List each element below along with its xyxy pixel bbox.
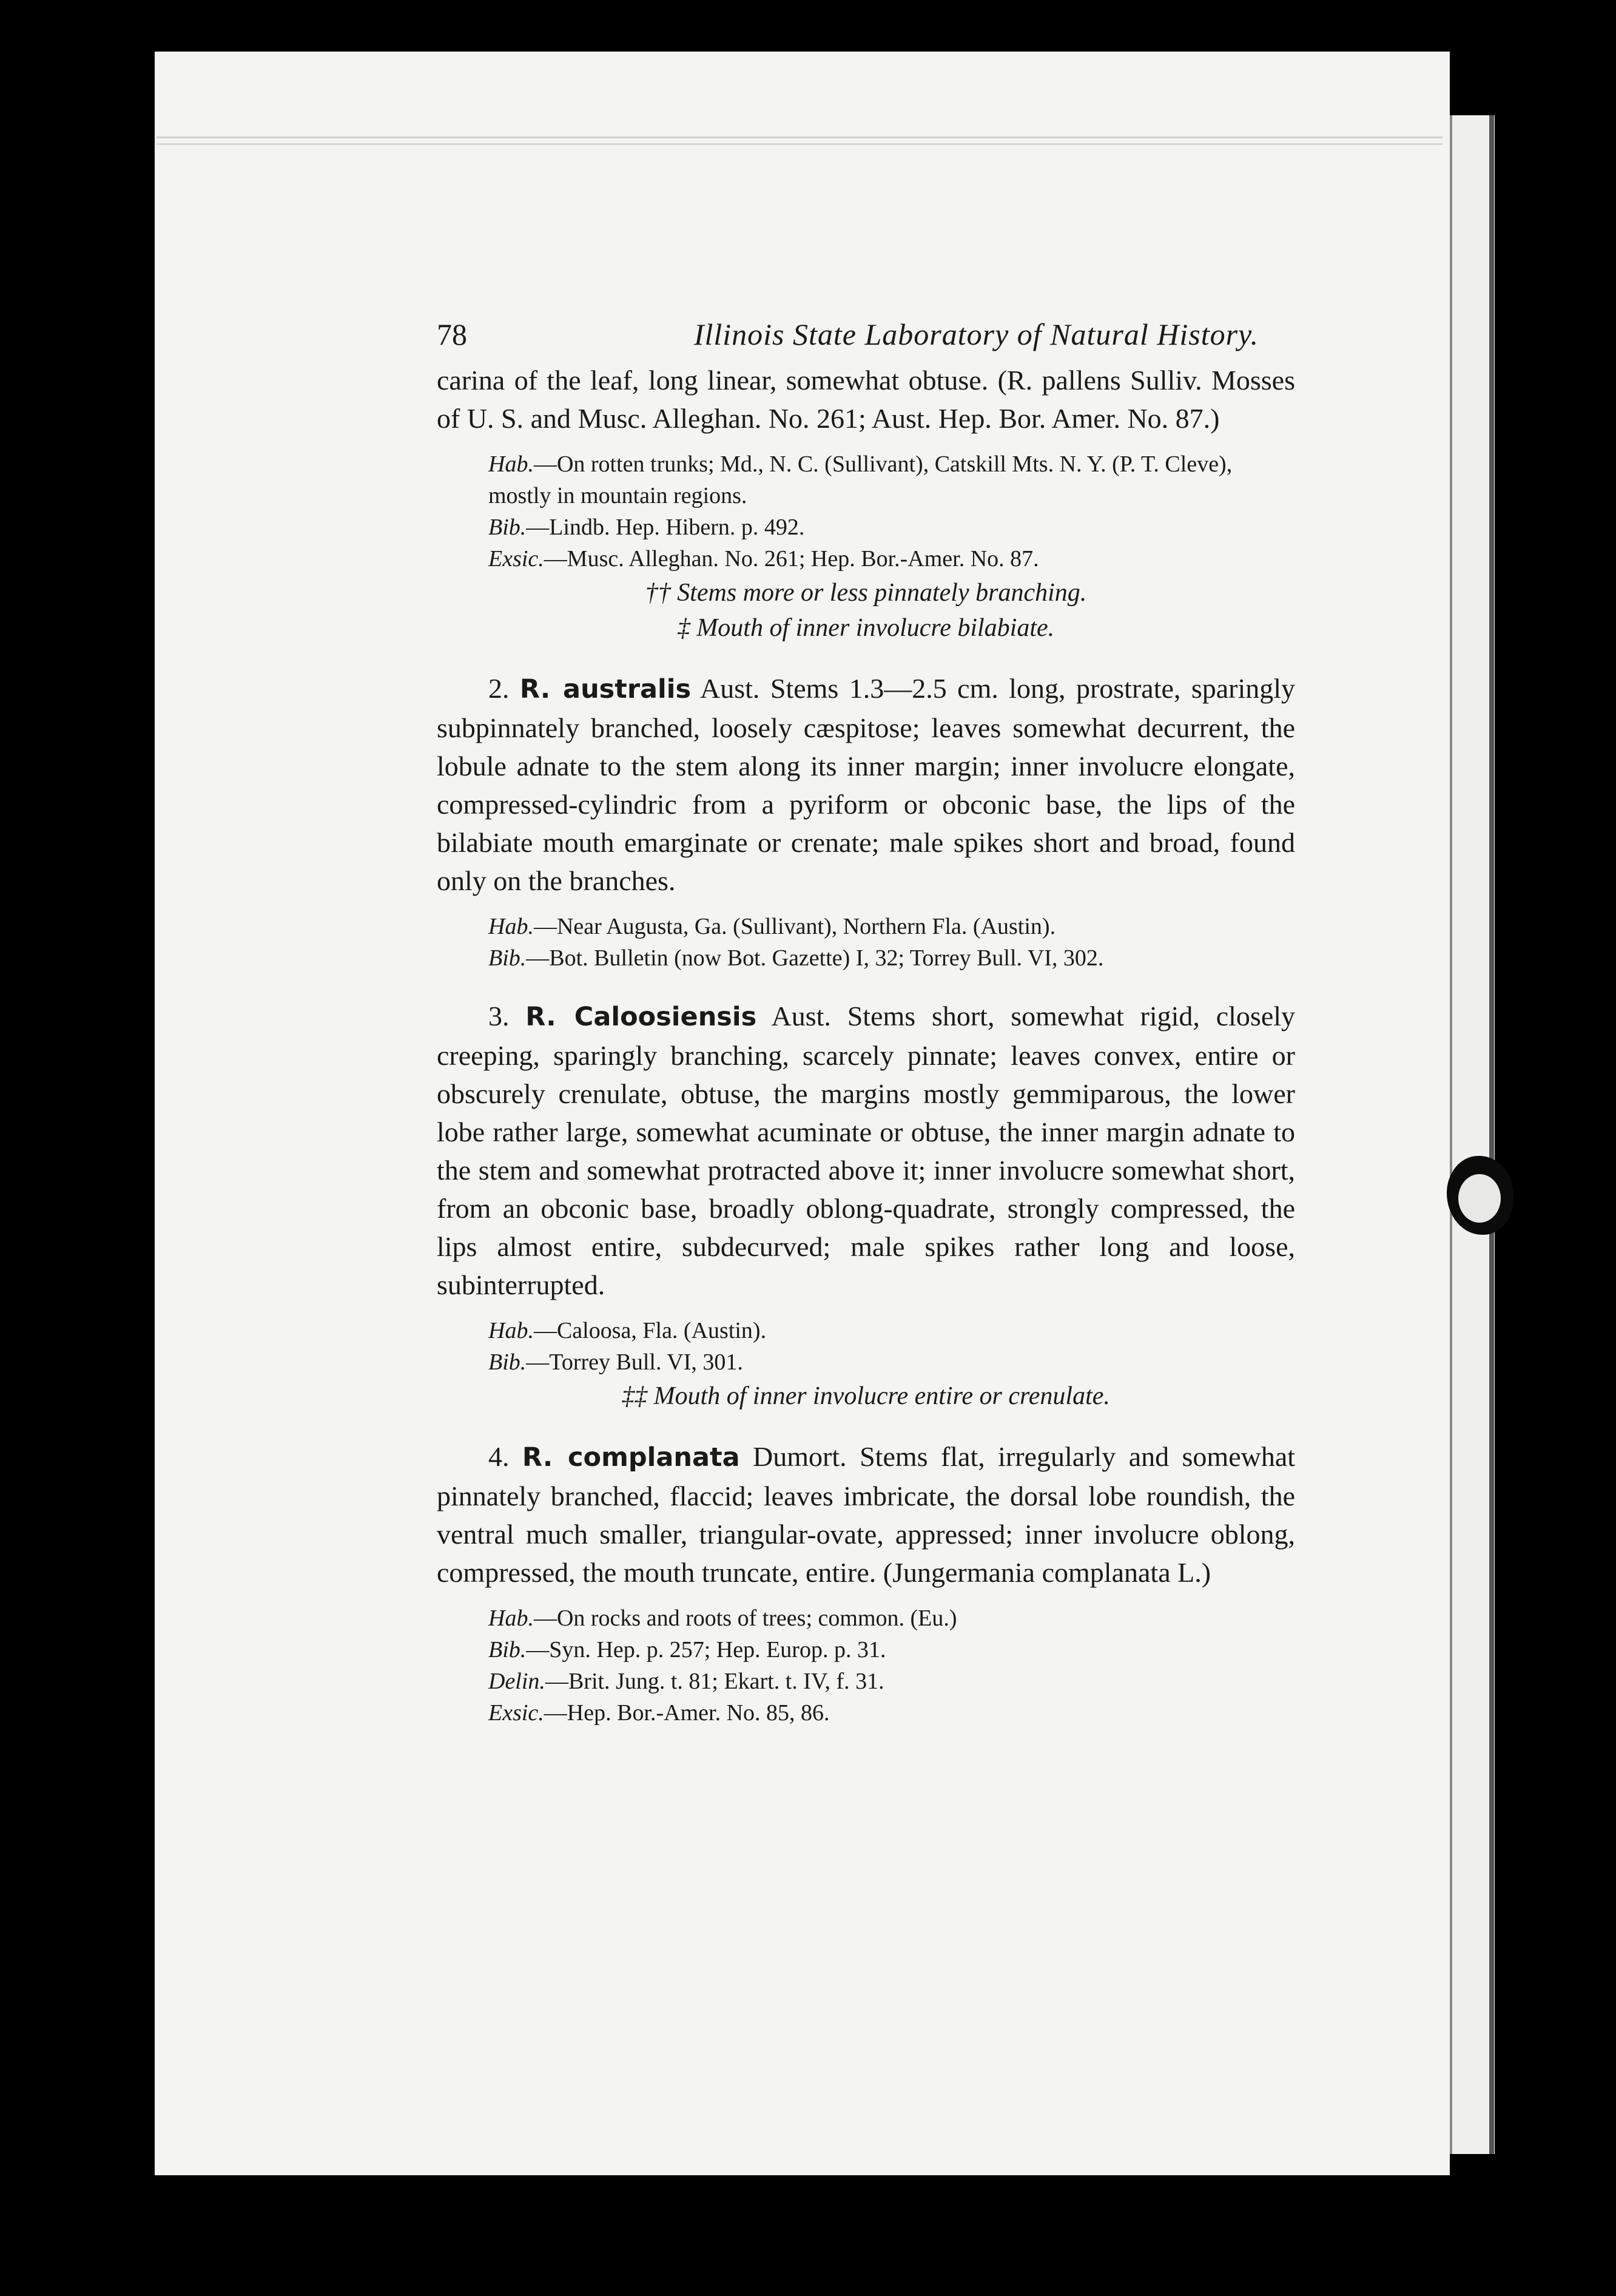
species-authority: Aust. bbox=[700, 673, 760, 704]
note-hab: Hab.—On rotten trunks; Md., N. C. (Sullivant), Catskill Mts. N. Y. (P. T. Cleve), mostly in mountain regions. bbox=[488, 451, 1233, 508]
note-bib: Bib.—Torrey Bull. VI, 301. bbox=[488, 1349, 743, 1375]
note-exsic: Exsic.—Musc. Alleghan. No. 261; Hep. Bor.-Amer. No. 87. bbox=[488, 546, 1039, 572]
species-description: Stems 1.3—2.5 cm. long, prostrate, sparingly subpinnately branched, loosely cæspitose; leaves somewhat decurrent, the lobule adnate to the stem along its inner margin; inner involucre elongate, compressed-cylindric from a pyriform or obconic base, the lips of the bilabiate mouth emarginate or crenate; male spikes short and broad, found only on the branches. bbox=[437, 673, 1296, 896]
key-heading: †† Stems more or less pinnately branching. bbox=[645, 579, 1087, 607]
note-hab: Hab.—Near Augusta, Ga. (Sullivant), Northern Fla. (Austin). bbox=[488, 914, 1056, 939]
species-description: Stems flat, irregularly and somewhat pinnately branched, flaccid; leaves imbricate, the dorsal lobe roundish, the ventral much smaller, triangular-ovate, appressed; inner involucre oblong, compressed, the mouth truncate, entire. (Jungermania complanata L.) bbox=[437, 1441, 1296, 1588]
note-bib: Bib.—Syn. Hep. p. 257; Hep. Europ. p. 31. bbox=[488, 1637, 886, 1663]
species-number: 2. bbox=[488, 673, 510, 704]
running-head bbox=[437, 316, 1295, 354]
page-gutter-shadow bbox=[1489, 115, 1494, 2154]
page-top-edge bbox=[157, 137, 1443, 145]
key-heading: ‡‡ Mouth of inner involucre entire or crenulate. bbox=[622, 1382, 1110, 1410]
note-bib: Bib.—Lindb. Hep. Hibern. p. 492. bbox=[488, 515, 805, 540]
species-entry bbox=[437, 1437, 1295, 1592]
note-exsic: Exsic.—Hep. Bor.-Amer. No. 85, 86. bbox=[488, 1700, 830, 1726]
species-description: Stems short, somewhat rigid, closely creeping, sparingly branching, scarcely pinnate; leaves convex, entire or obscurely crenulate, obtuse, the margins mostly gemmiparous, the lower lobe rather large, somewhat acuminate or obtuse, the inner margin adnate to the stem and somewhat protracted above it; inner involucre somewhat short, from an obconic base, broadly oblong-quadrate, strongly compressed, the lips almost entire, subdecurved; male spikes rather long and loose, subinterrupted. bbox=[437, 1001, 1296, 1300]
running-title: Illinois State Laboratory of Natural History. bbox=[693, 317, 1259, 351]
species-name: R. australis bbox=[519, 674, 692, 704]
species-number: 4. bbox=[488, 1441, 510, 1472]
paper-hole-inner bbox=[1458, 1174, 1501, 1223]
adjacent-page-edge bbox=[1450, 115, 1495, 2154]
continuation-paragraph: carina of the leaf, long linear, somewhat obtuse. (R. pallens Sulliv. Mosses of U. S. and Musc. Alleghan. No. 261; Aust. Hep. Bor. Amer. No. 87.) bbox=[437, 365, 1295, 434]
species-name: R. complanata bbox=[522, 1442, 740, 1473]
note-hab: Hab.—On rocks and roots of trees; common. (Eu.) bbox=[488, 1606, 957, 1631]
page-number: 78 bbox=[437, 317, 467, 351]
page-content bbox=[437, 316, 1295, 1729]
note-delin: Delin.—Brit. Jung. t. 81; Ekart. t. IV, f. 31. bbox=[488, 1669, 884, 1694]
species-number: 3. bbox=[488, 1001, 510, 1032]
species-entry bbox=[437, 669, 1295, 900]
species-name: R. Caloosiensis bbox=[525, 1002, 757, 1032]
key-heading: ‡ Mouth of inner involucre bilabiate. bbox=[677, 614, 1055, 642]
species-entry bbox=[437, 997, 1295, 1304]
note-bib: Bib.—Bot. Bulletin (now Bot. Gazette) I, 32; Torrey Bull. VI, 302. bbox=[488, 945, 1104, 971]
species-authority: Dumort. bbox=[753, 1441, 847, 1472]
species-authority: Aust. bbox=[771, 1001, 831, 1032]
note-hab: Hab.—Caloosa, Fla. (Austin). bbox=[488, 1318, 767, 1343]
